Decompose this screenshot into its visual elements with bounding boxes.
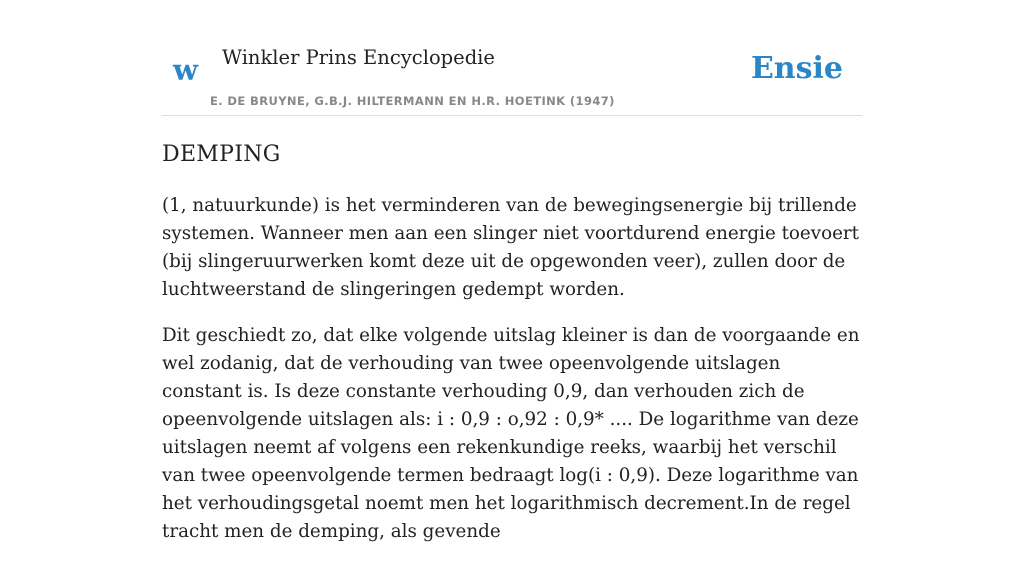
encyclopedia-logo-icon[interactable]: w <box>173 53 198 87</box>
entry-paragraph-2: Dit geschiedt zo, dat elke volgende uitslag kleiner is dan de voorgaande en wel zodanig, dat de verhouding van twee opeenvolgende uitslagen constant is. Is deze constante verhouding 0,9, dan verhouden zich de opeenvolgende uitslagen als: i : 0,9 : o,92 : 0,9* .... De logarithme van deze uitslagen neemt af volgens een rekenkundige reeks, waarbij het verschil van twee opeenvolgende termen bedraagt log(i : 0,9). Deze logarithme van het verhoudingsgetal noemt men het logarithmisch decrement.In de regel tracht men de demping, als gevende <box>162 325 860 542</box>
entry-body <box>162 192 862 564</box>
entry-paragraph-1: (1, natuurkunde) is het verminderen van de bewegingsenergie bij trillende systemen. Wanneer men aan een slinger niet voortdurend energie toevoert (bij slingeruurwerken komt deze uit de opgewonden veer), zullen door de luchtweerstand de slingeringen gedempt worden. <box>162 195 859 300</box>
authors-line: E. DE BRUYNE, G.B.J. HILTERMANN EN H.R. HOETINK (1947) <box>210 94 615 108</box>
header-divider <box>162 115 862 116</box>
ensie-brand-logo[interactable]: Ensie <box>750 51 843 86</box>
encyclopedia-title[interactable]: Winkler Prins Encyclopedie <box>222 46 495 69</box>
entry-headword: DEMPING <box>162 142 281 167</box>
